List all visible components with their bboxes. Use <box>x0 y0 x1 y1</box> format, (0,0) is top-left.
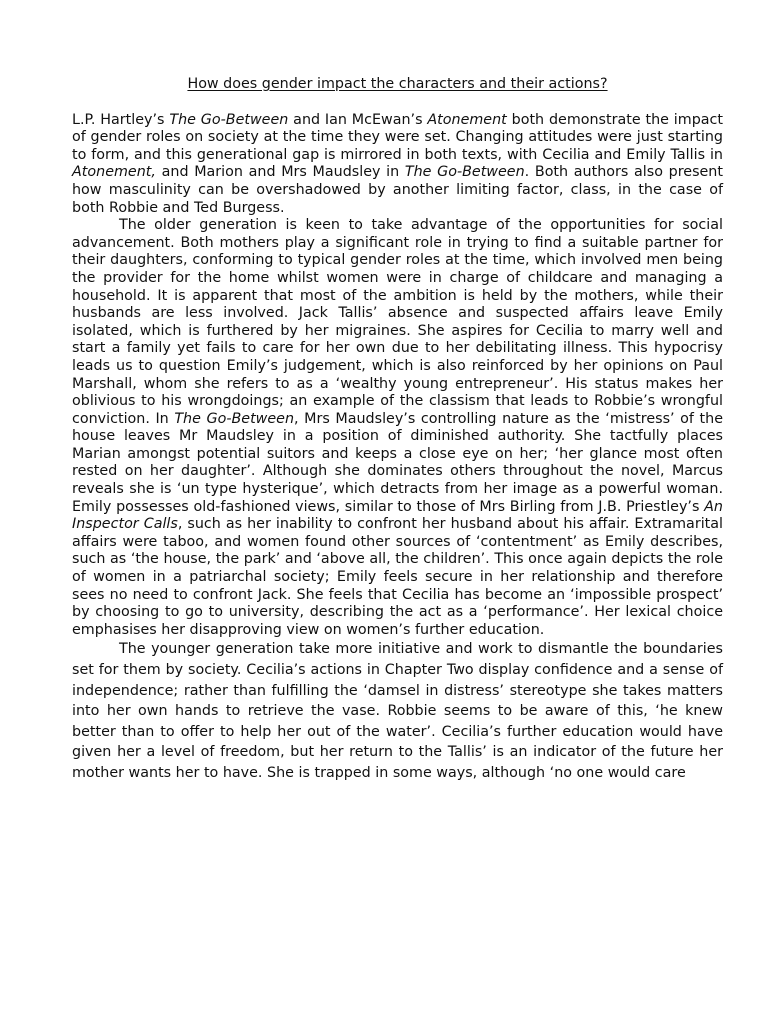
text-run: L.P. Hartley’s <box>72 111 170 128</box>
text-run: The older generation is keen to take advantage of the opportunities for social advancement. Both mothers play a significant role in trying to find a suitable partner for their daughters, conforming to typical gender roles at the time, which involved men being the provider for the home whilst women were in charge of childcare and managing a household. It is apparent that most of the ambition is held by the mothers, while their husbands are less involved. Jack Tallis’ absence and suspected affairs leave Emily isolated, which is furthered by her migraines. She aspires for Cecilia to marry well and start a family yet fails to care for her own due to her debilitating illness. This hypocrisy leads us to question Emily’s judgement, which is also reinforced by her opinions on Paul Marshall, whom she refers to as a ‘wealthy young entrepreneur’. His status makes her oblivious to his wrongdoings; an example of the classism that leads to Robbie’s wrongful conviction. In <box>72 217 723 427</box>
paragraph-intro <box>72 112 723 218</box>
paragraph-older-generation <box>72 217 723 639</box>
text-run: and Ian McEwan’s <box>288 111 428 128</box>
italic-title-atonement: Atonement <box>427 111 507 128</box>
essay-body <box>72 76 723 784</box>
essay-title: How does gender impact the characters and their actions? <box>187 76 608 92</box>
italic-title-atonement: Atonement, <box>72 164 156 181</box>
italic-title-go-between: The Go-Between <box>174 410 295 427</box>
text-run: . Both authors also present how masculinity can be overshadowed by another limiting factor, class, in the case of both Robbie and Ted Burgess. <box>72 164 723 216</box>
italic-title-go-between: The Go-Between <box>169 111 289 128</box>
text-run: The younger generation take more initiative and work to dismantle the boundaries set for them by society. Cecilia’s actions in Chapter Two display confidence and a sense of independence; rather than fulfilling the ‘damsel in distress’ stereotype she takes matters into her own hands to retrieve the vase. Robbie seems to be aware of this, ‘he knew better than to offer to help her out of the water’. Cecilia’s further education would have given her a level of freedom, but her return to the Tallis’ is an indicator of the future her mother wants her to have. She is trapped in some ways, although ‘no one would care <box>72 641 723 781</box>
italic-title-inspector-calls: An Inspector Calls <box>72 498 723 533</box>
text-run: , such as her inability to confront her husband about his affair. Extramarital affairs were taboo, and women found other sources of ‘contentment’ as Emily describes, such as ‘the house, the park’ and ‘above all, the children’. This once again depicts the role of women in a patriarchal society; Emily feels secure in her relationship and therefore sees no need to confront Jack. She feels that Cecilia has become an ‘impossible prospect’ by choosing to go to university, describing the act as a ‘performance’. Her lexical choice emphasises her disapproving view on women’s further education. <box>72 516 724 638</box>
text-run: both demonstrate the impact of gender roles on society at the time they were set. Changing attitudes were just starting to form, and this generational gap is mirrored in both texts, with Cecilia and Emily Tallis in <box>72 111 723 163</box>
text-run: and Marion and Mrs Maudsley in <box>155 164 405 181</box>
italic-title-go-between: The Go-Between <box>404 164 525 181</box>
paragraph-younger-generation <box>72 639 723 783</box>
text-run: , Mrs Maudsley’s controlling nature as the ‘mistress’ of the house leaves Mr Maudsley in a position of diminished authority. She tactfully places Marian amongst potential suitors and keeps a close eye on her; ‘her glance most often rested on her daughter’. Although she dominates others throughout the novel, Marcus reveals she is ‘un type hysterique’, which detracts from her image as a powerful woman. Emily possesses old-fashioned views, similar to those of Mrs Birling from J.B. Priestley’s <box>72 410 723 515</box>
